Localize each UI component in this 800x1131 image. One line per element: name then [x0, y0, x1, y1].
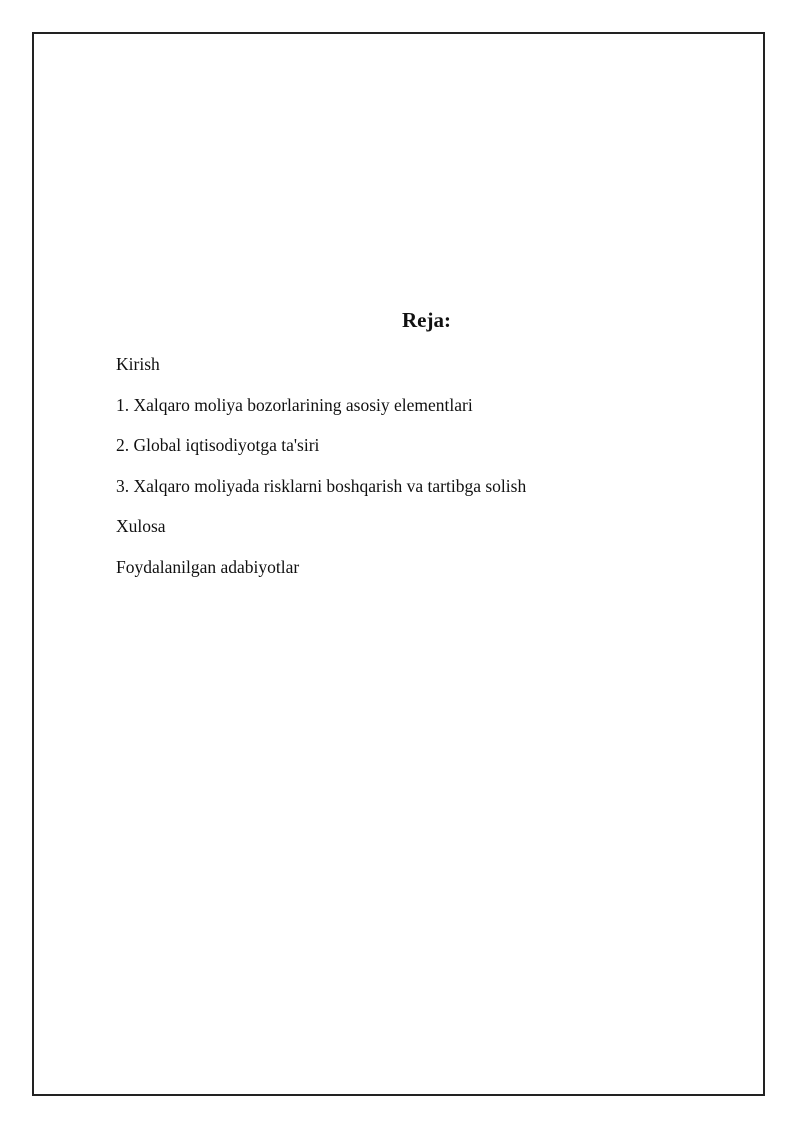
toc-item-conclusion: Xulosa [116, 516, 166, 536]
toc-item-introduction: Kirish [116, 354, 160, 374]
toc-item-references: Foydalanilgan adabiyotlar [116, 556, 300, 577]
toc-item-chapter-1: 1. Xalqaro moliya bozorlarining asosiy elementlari [116, 394, 473, 415]
page-title: Reja: [402, 308, 451, 332]
page-border [32, 32, 765, 1096]
toc-item-chapter-3: 3. Xalqaro moliyada risklarni boshqarish va tartibga solish [116, 475, 527, 496]
toc-item-chapter-2: 2. Global iqtisodiyotga ta'siri [116, 435, 320, 455]
table-of-contents [116, 352, 526, 595]
